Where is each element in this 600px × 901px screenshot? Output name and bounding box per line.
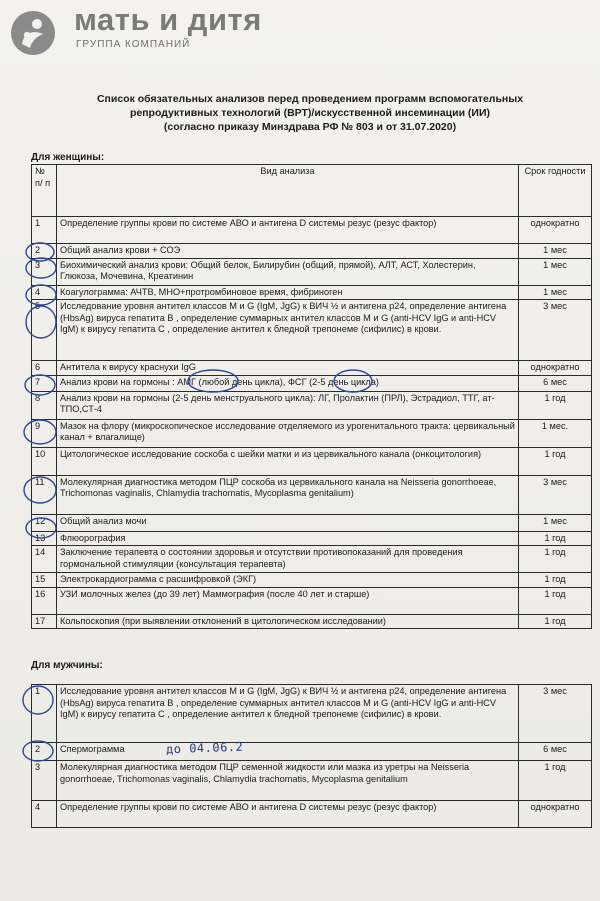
- validity-term: 3 мес: [519, 685, 592, 743]
- handwritten-note: до 04.06.2: [165, 739, 244, 757]
- row-number: 1: [32, 685, 57, 743]
- row-number: 15: [32, 573, 57, 588]
- validity-term: 1 мес: [519, 285, 592, 300]
- analysis-name: Заключение терапевта о состоянии здоровья и отсутствии противопоказаний для проведения гормональной стимуляции (консультация терапевта): [57, 546, 519, 573]
- table-row: [32, 258, 592, 285]
- analysis-name: Анализ крови на гормоны (2-5 день менструального цикла): ЛГ, Пролактин (ПРЛ), Эстрадиол, ТТГ, ат-ТПО,СТ-4: [57, 391, 519, 419]
- table-row: [32, 546, 592, 573]
- validity-term: 6 мес: [519, 375, 592, 391]
- analysis-name: Общий анализ крови + СОЭ: [57, 244, 519, 259]
- row-number: 16: [32, 587, 57, 614]
- brand-subtitle: ГРУППА КОМПАНИЙ: [76, 39, 191, 50]
- analysis-name: Исследование уровня антител классов M и G (IgM, JgG) к ВИЧ ½ и антигена p24, определение антигена (HbsAg) вируса гепатита В , определение суммарных антител классов M и G (anti-HCV IgG и anti-HCV IgM) к вирусу гепатита С , определение антител к бледной трепонеме (сифилис) в крови.: [57, 685, 519, 743]
- validity-term: 1 год: [519, 573, 592, 588]
- row-number: 11: [32, 475, 57, 514]
- analysis-name: Флюорография: [57, 531, 519, 546]
- analysis-name: Коагулограмма: АЧТВ, МНО+протромбиновое время, фибриноген: [57, 285, 519, 300]
- row-number: 7: [32, 375, 57, 391]
- table-row: [32, 285, 592, 300]
- mother-child-logo-icon: [10, 10, 56, 56]
- validity-term: 1 мес.: [519, 419, 592, 447]
- analysis-name: Молекулярная диагностика методом ПЦР соскоба из цервикального канала на Neisseria gonorrhoeae, Trichomonas vaginalis, Chlamydia trachomatis, Mycoplasma genitalium): [57, 475, 519, 514]
- table-row: [32, 801, 592, 828]
- title-line: (согласно приказу Минздрава РФ № 803 и от 31.07.2020): [163, 121, 457, 133]
- validity-term: 1 год: [519, 587, 592, 614]
- table-row: [32, 685, 592, 743]
- validity-term: 1 год: [519, 531, 592, 546]
- analysis-name: Молекулярная диагностика методом ПЦР семенной жидкости или мазка из уретры на Neisseria gonorrhoeae, Trichomonas vaginalis, Chlamydia trachomatis, Mycoplasma genitalium: [57, 761, 519, 801]
- validity-term: 1 год: [519, 447, 592, 475]
- row-number: 4: [32, 285, 57, 300]
- analysis-name: Анализ крови на гормоны : АМГ (любой день цикла), ФСГ (2-5 день цикла): [57, 375, 519, 391]
- analysis-name: Антитела к вирусу краснухи IgG: [57, 361, 519, 376]
- validity-term: 1 год: [519, 546, 592, 573]
- analysis-name: УЗИ молочных желез (до 39 лет) Маммография (после 40 лет и старше): [57, 587, 519, 614]
- table-row: [32, 217, 592, 244]
- women-section-label: Для женщины:: [31, 152, 105, 163]
- row-number: 17: [32, 614, 57, 629]
- table-row: [32, 614, 592, 629]
- table-header-row: [32, 165, 592, 217]
- validity-term: 3 мес: [519, 475, 592, 514]
- table-row: [32, 587, 592, 614]
- validity-term: 1 год: [519, 391, 592, 419]
- validity-term: 6 мес: [519, 743, 592, 761]
- row-number: 2: [32, 244, 57, 259]
- row-number: 4: [32, 801, 57, 828]
- table-row: [32, 391, 592, 419]
- table-row: [32, 573, 592, 588]
- analysis-name: Спермограмма: [57, 743, 519, 761]
- women-analyses-table: [31, 164, 592, 629]
- column-header-term: Срок годности: [519, 165, 592, 217]
- table-row: [32, 300, 592, 361]
- table-row: [32, 743, 592, 761]
- row-number: 9: [32, 419, 57, 447]
- row-number: 6: [32, 361, 57, 376]
- analysis-name: Общий анализ мочи: [57, 514, 519, 531]
- table-row: [32, 375, 592, 391]
- validity-term: 1 год: [519, 614, 592, 629]
- row-number: 8: [32, 391, 57, 419]
- validity-term: 1 мес: [519, 244, 592, 259]
- row-number: 5: [32, 300, 57, 361]
- table-row: [32, 447, 592, 475]
- row-number: 3: [32, 258, 57, 285]
- analysis-name: Электрокардиограмма с расшифровкой (ЭКГ): [57, 573, 519, 588]
- men-analyses-table: [31, 684, 592, 828]
- table-row: [32, 514, 592, 531]
- table-row: [32, 475, 592, 514]
- row-number: 3: [32, 761, 57, 801]
- row-number: 13: [32, 531, 57, 546]
- validity-term: однократно: [519, 801, 592, 828]
- analysis-name: Определение группы крови по системе АВО и антигена D системы резус (резус фактор): [57, 801, 519, 828]
- validity-term: 3 мес: [519, 300, 592, 361]
- table-row: [32, 531, 592, 546]
- men-section-label: Для мужчины:: [31, 660, 103, 671]
- analysis-name: Определение группы крови по системе АВО и антигена D системы резус (резус фактор): [57, 217, 519, 244]
- row-number: 2: [32, 743, 57, 761]
- column-header-num: № п/ п: [32, 165, 57, 217]
- table-row: [32, 244, 592, 259]
- title-line: Список обязательных анализов перед проведением программ вспомогательных: [96, 93, 524, 105]
- validity-term: однократно: [519, 217, 592, 244]
- analysis-name: Мазок на флору (микроскопическое исследование отделяемого из урогенитального тракта: цервикальный канал + влагалище): [57, 419, 519, 447]
- table-row: [32, 761, 592, 801]
- analysis-name: Цитологическое исследование соскоба с шейки матки и из цервикального канала (онкоцитология): [57, 447, 519, 475]
- row-number: 1: [32, 217, 57, 244]
- analysis-name: Исследование уровня антител классов M и G (IgM, JgG) к ВИЧ ½ и антигена p24, определение антигена (HbsAg) вируса гепатита В , определение суммарных антител классов M и G (anti-HCV IgG и anti-HCV IgM) к вирусу гепатита С , определение антител к бледной трепонеме (сифилис) в крови.: [57, 300, 519, 361]
- table-row: [32, 419, 592, 447]
- validity-term: 1 мес: [519, 258, 592, 285]
- column-header-type: Вид анализа: [57, 165, 519, 217]
- table-row: [32, 361, 592, 376]
- validity-term: 1 мес: [519, 514, 592, 531]
- row-number: 14: [32, 546, 57, 573]
- analysis-name: Биохимический анализ крови: Общий белок, Билирубин (общий, прямой), АЛТ, АСТ, Холестерин, Глюкоза, Мочевина, Креатинин: [57, 258, 519, 285]
- document-title: [40, 92, 580, 134]
- title-line: репродуктивных технологий (ВРТ)/искусственной инсеминации (ИИ): [129, 107, 491, 119]
- brand-name: мать и дитя: [74, 2, 262, 37]
- row-number: 12: [32, 514, 57, 531]
- analysis-name: Кольпоскопия (при выявлении отклонений в цитологическом исследовании): [57, 614, 519, 629]
- validity-term: 1 год: [519, 761, 592, 801]
- row-number: 10: [32, 447, 57, 475]
- validity-term: однократно: [519, 361, 592, 376]
